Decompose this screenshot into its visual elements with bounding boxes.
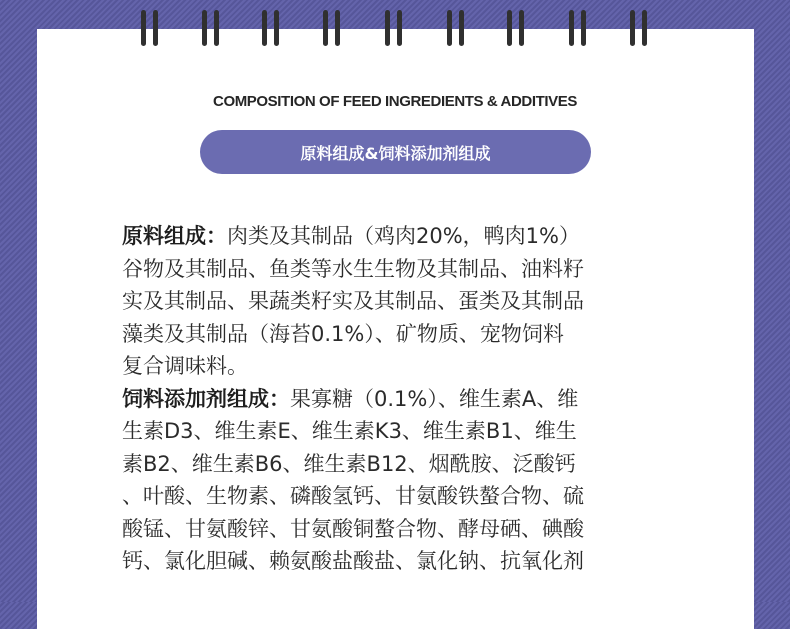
section-heading: COMPOSITION OF FEED INGREDIENTS & ADDITIVES [213, 93, 577, 110]
additives-line: 素B2、维生素B6、维生素B12、烟酰胺、泛酸钙 [122, 451, 576, 476]
section-title-label: 原料组成&饲料添加剂组成 [300, 143, 491, 163]
additives-line: 钙、氯化胆碱、赖氨酸盐酸盐、氯化钠、抗氧化剂 [122, 549, 584, 573]
binding-ring [581, 10, 586, 46]
binding-ring [459, 10, 464, 46]
additives-line: 酸锰、甘氨酸锌、甘氨酸铜螯合物、酵母硒、碘酸 [122, 516, 584, 541]
raw-materials-line: 谷物及其制品、鱼类等水生生物及其制品、油料籽 [122, 256, 584, 281]
section-title-pill [200, 130, 591, 174]
binding-ring [202, 10, 207, 46]
ingredients-text [122, 220, 682, 578]
binding-ring [141, 10, 146, 46]
raw-materials-line: 复合调味料。 [122, 354, 248, 378]
raw-materials-text: 肉类及其制品（鸡肉20%，鸭肉1%） [227, 224, 580, 248]
binding-ring [262, 10, 267, 46]
binding-ring [274, 10, 279, 46]
binding-ring [153, 10, 158, 46]
raw-materials-line: 藻类及其制品（海苔0.1%）、矿物质、宠物饲料 [122, 321, 564, 346]
additives-line: 生素D3、维生素E、维生素K3、维生素B1、维生 [122, 419, 577, 443]
raw-materials-label: 原料组成： [122, 224, 227, 248]
raw-materials-line [122, 220, 682, 253]
binding-ring [630, 10, 635, 46]
binding-ring [397, 10, 402, 46]
additives-text: 果寡糖（0.1%）、维生素A、维 [290, 386, 579, 411]
binding-ring [323, 10, 328, 46]
binding-ring [335, 10, 340, 46]
additives-label: 饲料添加剂组成： [122, 386, 290, 411]
binding-ring [642, 10, 647, 46]
binding-ring [447, 10, 452, 46]
additives-line: 、叶酸、生物素、磷酸氢钙、甘氨酸铁螯合物、硫 [122, 484, 584, 508]
binding-ring [507, 10, 512, 46]
additives-line [122, 383, 682, 416]
binding-ring [569, 10, 574, 46]
binding-ring [214, 10, 219, 46]
binding-ring [519, 10, 524, 46]
raw-materials-line: 实及其制品、果蔬类籽实及其制品、蛋类及其制品 [122, 289, 584, 313]
binding-ring [385, 10, 390, 46]
